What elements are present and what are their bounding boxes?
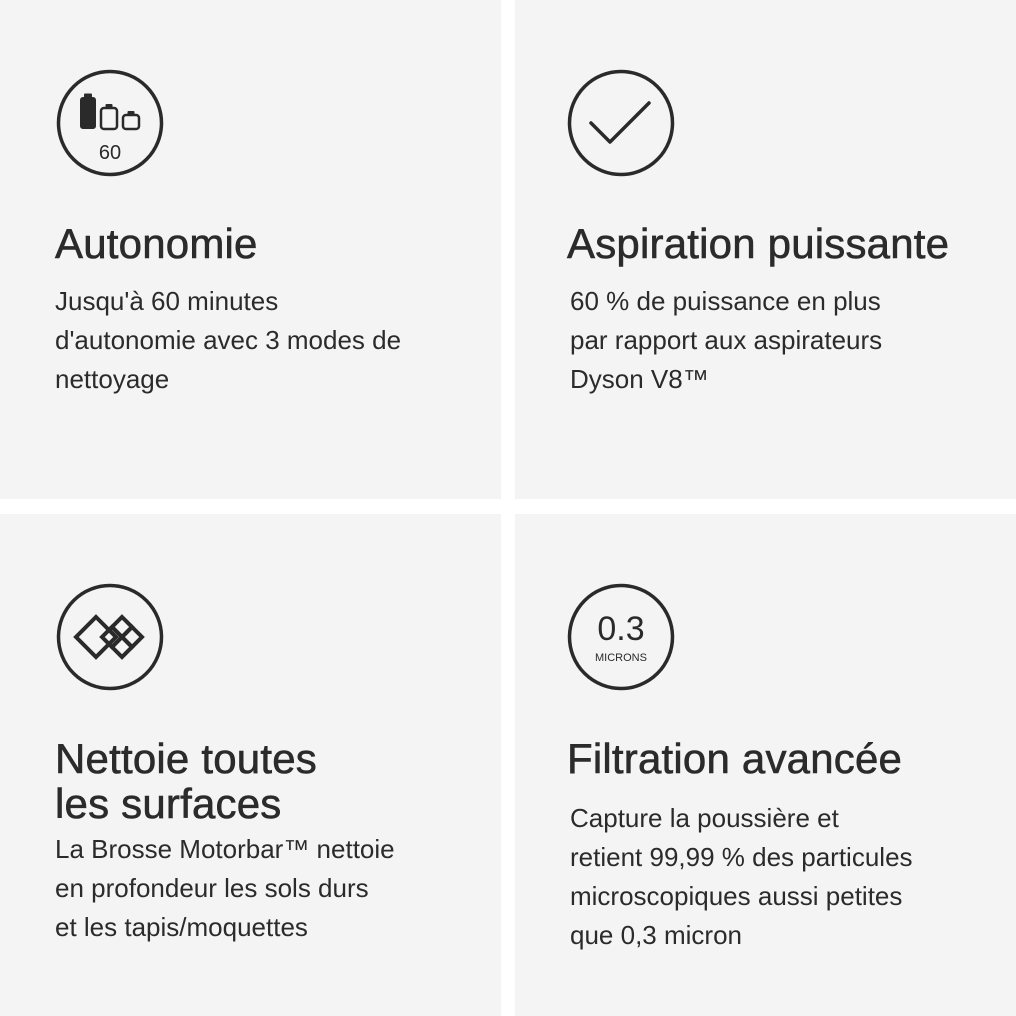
check-icon (567, 69, 675, 177)
feature-card-suction (515, 0, 1016, 499)
battery-icon (56, 69, 164, 177)
feature-card-surfaces (0, 514, 501, 1016)
feature-title: Nettoie toutes les surfaces (55, 735, 317, 827)
microns-icon-value: 0.3 (597, 610, 645, 648)
feature-card-filtration (515, 514, 1016, 1016)
battery-icon-label: 60 (98, 142, 122, 164)
microns-icon (567, 583, 675, 691)
surfaces-icon (56, 583, 164, 691)
feature-description: 60 % de puissance en plus par rapport aux aspirateurs Dyson V8™ (570, 286, 883, 394)
feature-card-autonomy (0, 0, 501, 499)
feature-description: La Brosse Motorbar™ nettoie en profondeur les sols durs et les tapis/moquettes (55, 834, 395, 942)
feature-description: Jusqu'à 60 minutes d'autonomie avec 3 modes de nettoyage (55, 286, 402, 394)
feature-description: Capture la poussière et retient 99,99 % des particules microscopiques aussi petites que 0,3 micron (570, 803, 913, 950)
feature-title: Autonomie (55, 220, 258, 267)
feature-title: Aspiration puissante (567, 220, 950, 267)
feature-title: Filtration avancée (567, 735, 903, 782)
microns-icon-unit: MICRONS (595, 652, 647, 664)
